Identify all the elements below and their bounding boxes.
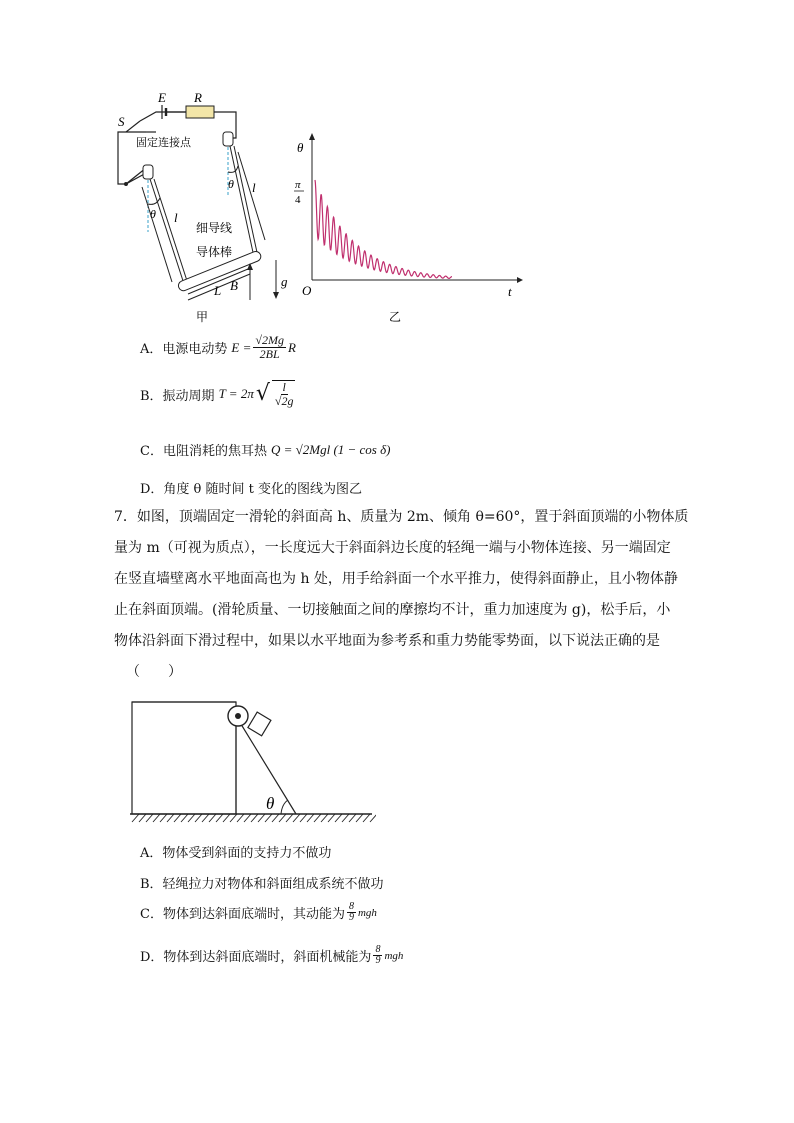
q7-line: （ ） xyxy=(126,664,182,680)
y-axis-label: θ xyxy=(297,140,304,155)
decay-curve xyxy=(315,180,452,278)
q6-option-a-label: A．电源电动势 xyxy=(140,342,228,357)
label-l-left: l xyxy=(174,210,178,225)
q7-option-c-num: 8 xyxy=(348,901,354,912)
switch-pivot xyxy=(124,182,128,186)
q7-option-a[interactable] xyxy=(140,842,331,861)
q7-option-b[interactable] xyxy=(140,873,384,892)
q7-option-d-num: 8 xyxy=(375,944,381,955)
q7-option-c-den: 9 xyxy=(348,912,354,923)
q6-option-b-label: B．振动周期 xyxy=(140,388,215,404)
q7-figure xyxy=(126,696,376,828)
q6-option-c-formula: Q = √2Mgl (1 − cos δ) xyxy=(270,441,391,457)
label-thin-wire: 细导线 xyxy=(196,221,233,235)
q6-option-a-tail: R xyxy=(287,339,296,355)
q7-option-c[interactable] xyxy=(140,902,377,923)
q7-line: 物体沿斜面下滑过程中，如果以水平地面为参考系和重力势能零势面，以下说法正确的是 xyxy=(114,633,660,649)
label-B: B xyxy=(230,278,238,293)
q7-line: 止在斜面顶端。(滑轮质量、一切接触面之间的摩擦均不计，重力加速度为 g)，松手后，小 xyxy=(114,602,671,618)
label-fixed-point: 固定连接点 xyxy=(136,136,191,149)
label-g: g xyxy=(281,274,288,289)
q6-option-d-label: D．角度 θ 随时间 t 变化的图线为图乙 xyxy=(140,482,363,497)
q7-option-d-text: D．物体到达斜面底端时，斜面机械能为 xyxy=(140,950,372,965)
resistor xyxy=(186,106,214,118)
label-theta-right: θ xyxy=(228,177,234,191)
q7-line: 量为 m（可视为质点），一长度远大于斜面斜边长度的轻绳一端与小物体连接、另一端固定 xyxy=(114,540,671,556)
small-block xyxy=(248,712,271,736)
q6-option-c-label: C．电阻消耗的焦耳热 xyxy=(140,444,267,459)
q7-stem xyxy=(114,502,689,688)
label-theta-left: θ xyxy=(150,207,156,221)
q7-figure-theta: θ xyxy=(266,794,275,813)
q6-option-a[interactable] xyxy=(140,334,296,361)
x-axis-label: t xyxy=(508,284,512,299)
q7-option-d-den: 9 xyxy=(375,955,381,966)
q6-option-b-den: √2g xyxy=(274,394,294,408)
y-tick-num: π xyxy=(295,179,301,191)
origin-label: O xyxy=(302,283,312,298)
figure-yi xyxy=(292,128,526,328)
q7-option-b-text: B．轻绳拉力对物体和斜面组成系统不做功 xyxy=(140,877,384,892)
figure-jia xyxy=(110,92,310,327)
q6-option-a-lhs: E = xyxy=(231,339,252,355)
label-S: S xyxy=(118,114,125,129)
q6-option-b-lhs: T = 2π xyxy=(218,386,254,401)
q7-option-d-tail: mgh xyxy=(384,949,404,962)
q6-option-b[interactable]: B．振动周期 T = 2π √ $\frac{l}{√2g}$ xyxy=(140,380,294,408)
q7-option-d[interactable] xyxy=(140,945,403,966)
q7-line: 在竖直墙壁离水平地面高也为 h 处，用手给斜面一个水平推力，使得斜面静止，且小物体静 xyxy=(114,571,678,587)
q6-option-a-num: √2Mg xyxy=(255,333,284,347)
q6-option-b-num: l xyxy=(282,380,286,394)
q7-option-a-text: A．物体受到斜面的支持力不做功 xyxy=(140,846,332,861)
q6-option-a-den: 2BL xyxy=(259,347,280,361)
q7-option-c-text: C．物体到达斜面底端时，其动能为 xyxy=(140,907,345,922)
label-L: L xyxy=(214,283,222,298)
q6-option-c[interactable] xyxy=(140,440,391,459)
label-E: E xyxy=(158,92,166,105)
q6-option-d[interactable] xyxy=(140,478,366,497)
label-l-right: l xyxy=(252,180,256,195)
label-R: R xyxy=(194,92,202,105)
caption-jia: 甲 xyxy=(196,310,209,324)
q7-line: 7．如图，顶端固定一滑轮的斜面高 h、质量为 2m、倾角 θ=60°，置于斜面顶端的小物体质 xyxy=(114,509,689,525)
label-conductor: 导体棒 xyxy=(196,245,233,259)
caption-yi: 乙 xyxy=(389,310,402,324)
q7-option-c-tail: mgh xyxy=(357,906,377,919)
y-tick-den: 4 xyxy=(295,194,301,206)
